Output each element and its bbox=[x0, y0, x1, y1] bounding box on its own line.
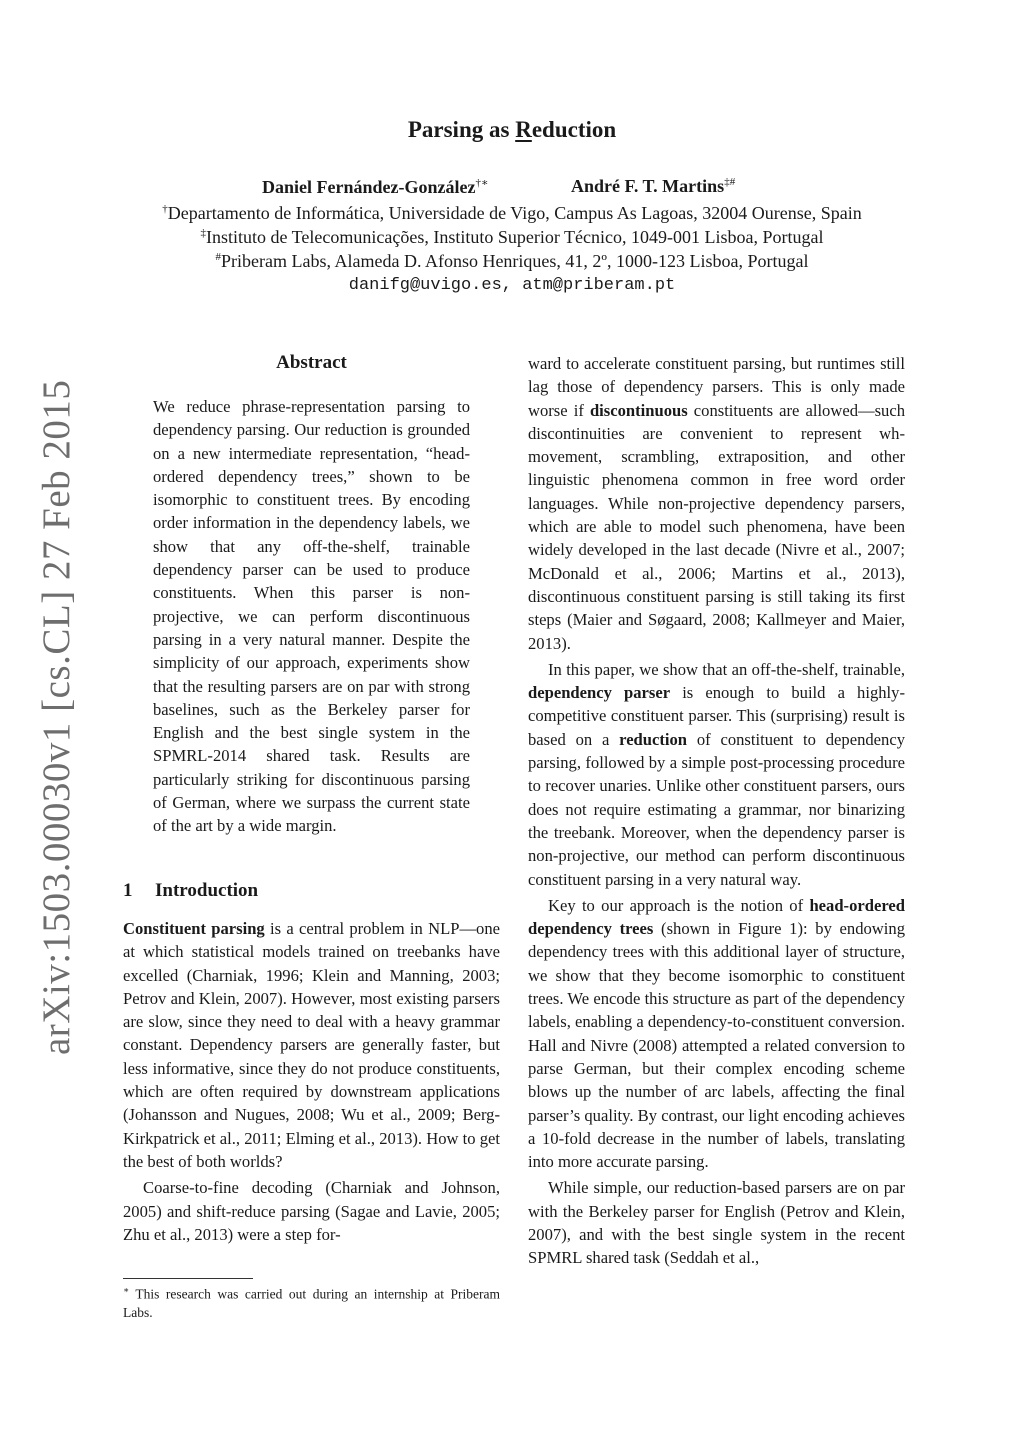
affiliation-3: #Priberam Labs, Alameda D. Afonso Henriques, 41, 2º, 1000-123 Lisboa, Portugal bbox=[215, 251, 809, 271]
author-2: André F. T. Martins‡# bbox=[571, 176, 736, 196]
author-emails: danifg@uvigo.es, atm@priberam.pt bbox=[348, 276, 676, 295]
right-column-body bbox=[528, 352, 905, 1270]
footnote: ∗ This research was carried out during an internship at Priberam Labs. bbox=[123, 1285, 500, 1320]
footnote-rule bbox=[123, 1278, 253, 1279]
abstract-heading: Abstract bbox=[276, 352, 347, 373]
section-heading-introduction: 1 Introduction bbox=[123, 880, 259, 901]
right-paragraph-2: In this paper, we show that an off-the-shelf, trainable, dependency parser is enough to build a highly-competitive constituent parser. This (surprising) result is based on a reduction of constituent to dependency parsing, followed by a simple post-processing procedure to recover unaries. Unlike other constituent parsers, ours does not require estimating a grammar, nor binarizing the treebank. Moreover, when the dependency parser is non-projective, our method can perform discontinuous constituent parsing in a very natural way. bbox=[528, 659, 905, 889]
left-column-body bbox=[123, 917, 500, 1246]
right-paragraph-3: Key to our approach is the notion of head-ordered dependency trees (shown in Figure 1): by endowing dependency trees with this additional layer of structure, we show that they become isomorphic to constituent trees. We encode this structure as part of the dependency labels, enabling a dependency-to-constituent conversion. Hall and Nivre (2008) attempted a related conversion to parse German, but their complex encoding scheme blows up the number of arc labels, affecting the final parser’s quality. By contrast, our light encoding achieves a 10-fold decrease in the number of labels, translating into more accurate parsing. bbox=[528, 895, 905, 1172]
right-paragraph-1: ward to accelerate constituent parsing, but runtimes still lag those of dependency parsers. This is only made worse if discontinuous constituents are allowed—such discontinuities are convenient to represent wh-movement, scrambling, extraposition, and other linguistic phenomena common in free word order languages. While non-projective dependency parsers, which are able to model such phenomena, have been widely developed in the last decade (Nivre et al., 2007; McDonald et al., 2006; Martins et al., 2013), discontinuous constituent parsing is still taking its first steps (Maier and Søgaard, 2008; Kallmeyer and Maier, 2013). bbox=[528, 354, 906, 653]
author-1: Daniel Fernández-González†∗ bbox=[262, 177, 489, 197]
intro-paragraph-1: Constituent parsing is a central problem in NLP—one at which statistical models trained on treebanks have excelled (Charniak, 1996; Klein and Manning, 2003; Petrov and Klein, 2007). However, most existing parsers are slow, since they need to deal with a heavy grammar constant. Dependency parsers are generally faster, but less informative, since they do not produce constituents, which are often required by downstream applications (Johansson and Nugues, 2008; Wu et al., 2009; Berg-Kirkpatrick et al., 2011; Elming et al., 2013). How to get the best of both worlds? bbox=[123, 919, 500, 1171]
affiliation-2: ‡Instituto de Telecomunicações, Instituto Superior Técnico, 1049-001 Lisboa, Portugal bbox=[200, 227, 824, 247]
arxiv-stamp: arXiv:1503.00030v1 [cs.CL] 27 Feb 2015 bbox=[35, 379, 78, 1055]
abstract-text: We reduce phrase-representation parsing to dependency parsing. Our reduction is grounded on a new intermediate representation, “head-ordered dependency trees,” shown to be isomorphic to constituent trees. By encoding order information in the dependency labels, we show that any off-the-shelf, trainable dependency parser can be used to produce constituents. When this parser is non-projective, we can perform discontinuous parsing in a very natural manner. Despite the simplicity of our approach, experiments show that the resulting parsers are on par with strong baselines, such as the Berkeley parser for English and the best single system in the SPMRL-2014 shared task. Results are particularly striking for discontinuous parsing of German, where we surpass the current state of the art by a wide margin. bbox=[153, 397, 470, 836]
right-paragraph-4: While simple, our reduction-based parsers are on par with the Berkeley parser for English (Petrov and Klein, 2007), and with the best single system in the recent SPMRL shared task (Seddah et al., bbox=[528, 1178, 905, 1268]
affiliation-1: †Departamento de Informática, Universidade de Vigo, Campus As Lagoas, 32004 Ourense, Spain bbox=[162, 203, 862, 223]
paper-title: Parsing as Reduction bbox=[407, 117, 617, 142]
intro-paragraph-2: Coarse-to-fine decoding (Charniak and Johnson, 2005) and shift-reduce parsing (Sagae and Lavie, 2005; Zhu et al., 2013) were a step for- bbox=[123, 1178, 500, 1244]
